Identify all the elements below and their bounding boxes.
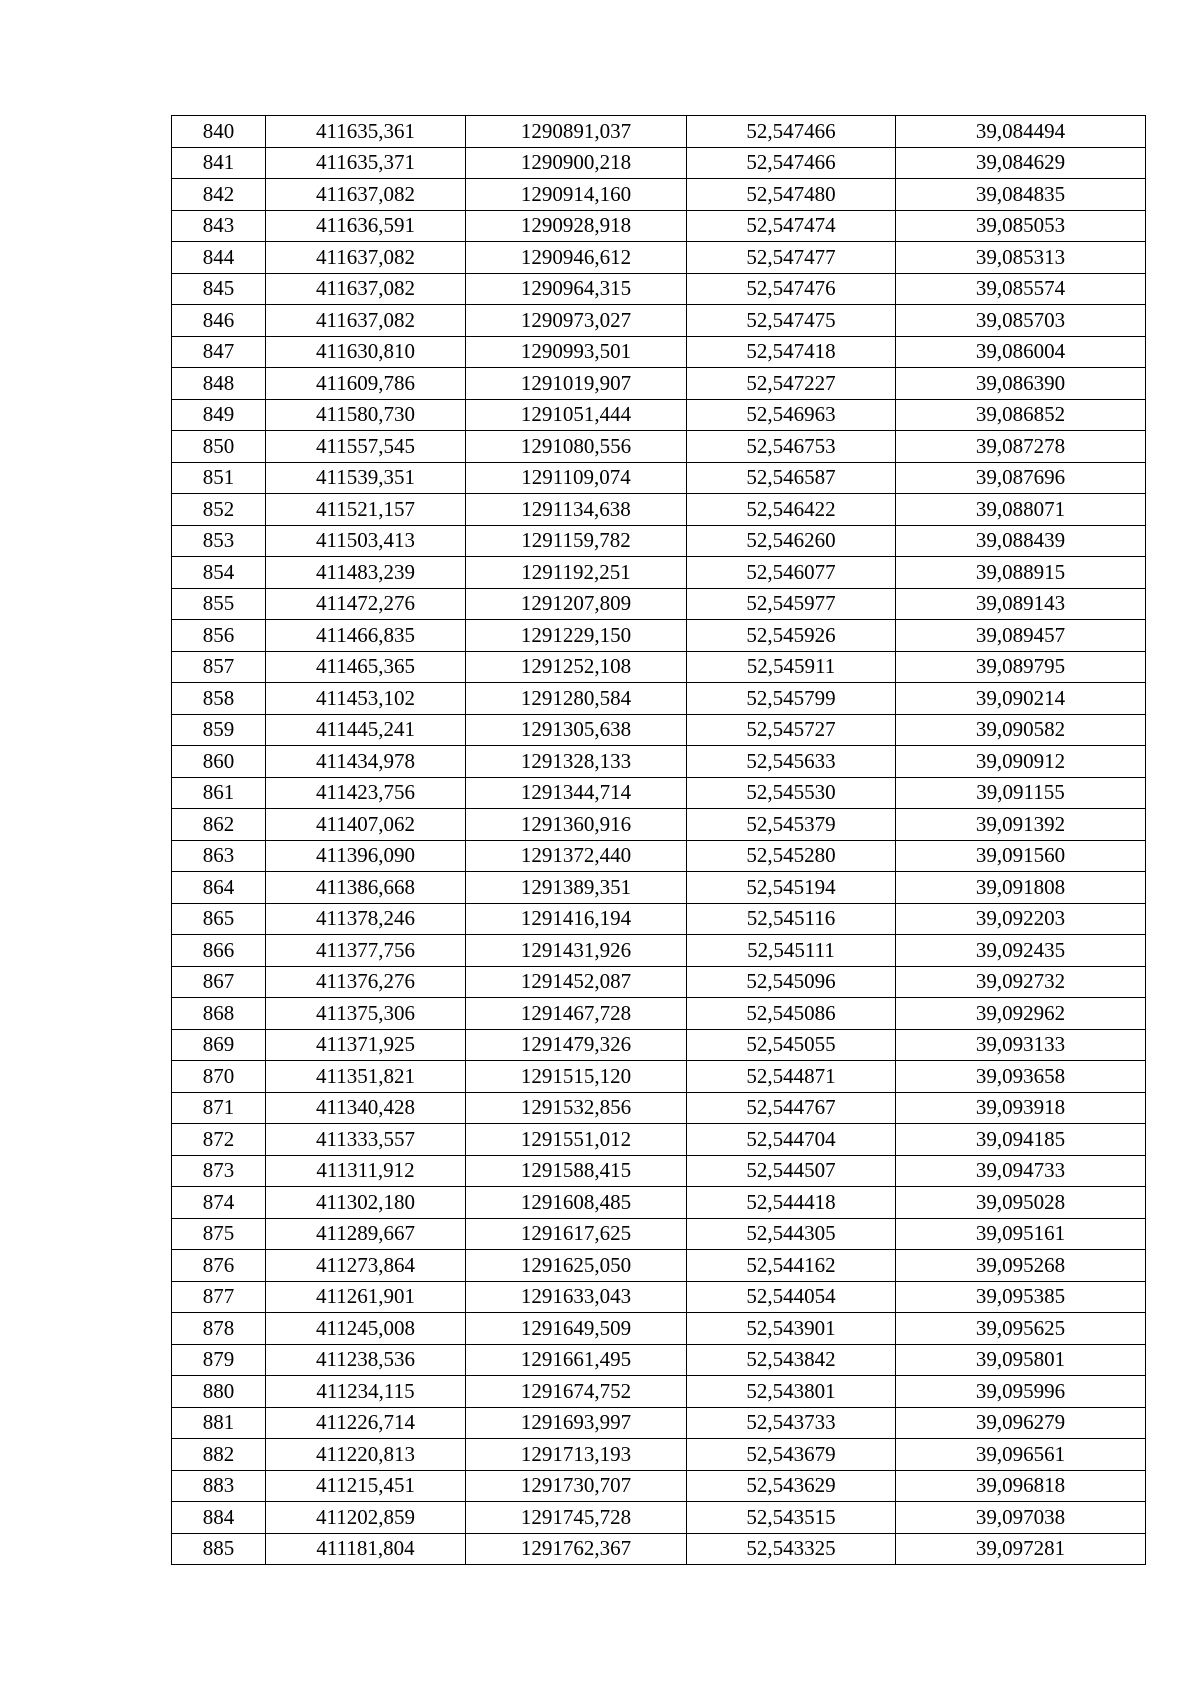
y-coordinate-cell: 1291649,509 (466, 1313, 687, 1345)
longitude-cell: 39,086852 (896, 399, 1146, 431)
y-coordinate-cell: 1291305,638 (466, 714, 687, 746)
latitude-cell: 52,546963 (687, 399, 896, 431)
x-coordinate-cell: 411377,756 (266, 935, 466, 967)
point-number-cell: 872 (172, 1124, 266, 1156)
longitude-cell: 39,091560 (896, 840, 1146, 872)
y-coordinate-cell: 1290914,160 (466, 179, 687, 211)
x-coordinate-cell: 411376,276 (266, 966, 466, 998)
latitude-cell: 52,543515 (687, 1502, 896, 1534)
point-number-cell: 868 (172, 998, 266, 1030)
x-coordinate-cell: 411378,246 (266, 903, 466, 935)
x-coordinate-cell: 411407,062 (266, 809, 466, 841)
latitude-cell: 52,545280 (687, 840, 896, 872)
point-number-cell: 846 (172, 305, 266, 337)
y-coordinate-cell: 1291730,707 (466, 1470, 687, 1502)
table-row (172, 273, 1146, 305)
longitude-cell: 39,094185 (896, 1124, 1146, 1156)
point-number-cell: 857 (172, 651, 266, 683)
point-number-cell: 871 (172, 1092, 266, 1124)
x-coordinate-cell: 411557,545 (266, 431, 466, 463)
x-coordinate-cell: 411220,813 (266, 1439, 466, 1471)
latitude-cell: 52,545194 (687, 872, 896, 904)
latitude-cell: 52,544507 (687, 1155, 896, 1187)
x-coordinate-cell: 411609,786 (266, 368, 466, 400)
longitude-cell: 39,088071 (896, 494, 1146, 526)
x-coordinate-cell: 411445,241 (266, 714, 466, 746)
longitude-cell: 39,090582 (896, 714, 1146, 746)
x-coordinate-cell: 411521,157 (266, 494, 466, 526)
longitude-cell: 39,095625 (896, 1313, 1146, 1345)
point-number-cell: 880 (172, 1376, 266, 1408)
x-coordinate-cell: 411226,714 (266, 1407, 466, 1439)
table-row (172, 116, 1146, 148)
point-number-cell: 885 (172, 1533, 266, 1565)
y-coordinate-cell: 1291360,916 (466, 809, 687, 841)
longitude-cell: 39,088915 (896, 557, 1146, 589)
coordinates-table-body (172, 116, 1146, 1565)
longitude-cell: 39,093658 (896, 1061, 1146, 1093)
latitude-cell: 52,543629 (687, 1470, 896, 1502)
latitude-cell: 52,545799 (687, 683, 896, 715)
table-row (172, 746, 1146, 778)
longitude-cell: 39,091155 (896, 777, 1146, 809)
latitude-cell: 52,543801 (687, 1376, 896, 1408)
y-coordinate-cell: 1291192,251 (466, 557, 687, 589)
y-coordinate-cell: 1290928,918 (466, 210, 687, 242)
longitude-cell: 39,092732 (896, 966, 1146, 998)
table-row (172, 714, 1146, 746)
table-row (172, 462, 1146, 494)
point-number-cell: 879 (172, 1344, 266, 1376)
point-number-cell: 842 (172, 179, 266, 211)
x-coordinate-cell: 411472,276 (266, 588, 466, 620)
table-row (172, 336, 1146, 368)
x-coordinate-cell: 411630,810 (266, 336, 466, 368)
latitude-cell: 52,545977 (687, 588, 896, 620)
table-row (172, 840, 1146, 872)
longitude-cell: 39,092435 (896, 935, 1146, 967)
x-coordinate-cell: 411333,557 (266, 1124, 466, 1156)
longitude-cell: 39,091392 (896, 809, 1146, 841)
latitude-cell: 52,545111 (687, 935, 896, 967)
point-number-cell: 856 (172, 620, 266, 652)
y-coordinate-cell: 1291693,997 (466, 1407, 687, 1439)
table-row (172, 1029, 1146, 1061)
table-row (172, 966, 1146, 998)
table-row (172, 903, 1146, 935)
point-number-cell: 878 (172, 1313, 266, 1345)
table-row (172, 1092, 1146, 1124)
latitude-cell: 52,544054 (687, 1281, 896, 1313)
point-number-cell: 870 (172, 1061, 266, 1093)
x-coordinate-cell: 411434,978 (266, 746, 466, 778)
point-number-cell: 841 (172, 147, 266, 179)
point-number-cell: 852 (172, 494, 266, 526)
latitude-cell: 52,547227 (687, 368, 896, 400)
x-coordinate-cell: 411245,008 (266, 1313, 466, 1345)
latitude-cell: 52,543901 (687, 1313, 896, 1345)
y-coordinate-cell: 1291633,043 (466, 1281, 687, 1313)
point-number-cell: 845 (172, 273, 266, 305)
x-coordinate-cell: 411635,371 (266, 147, 466, 179)
longitude-cell: 39,084835 (896, 179, 1146, 211)
point-number-cell: 883 (172, 1470, 266, 1502)
y-coordinate-cell: 1291713,193 (466, 1439, 687, 1471)
point-number-cell: 851 (172, 462, 266, 494)
x-coordinate-cell: 411375,306 (266, 998, 466, 1030)
y-coordinate-cell: 1291467,728 (466, 998, 687, 1030)
table-row (172, 1313, 1146, 1345)
table-row (172, 777, 1146, 809)
y-coordinate-cell: 1291431,926 (466, 935, 687, 967)
table-row (172, 935, 1146, 967)
table-row (172, 1281, 1146, 1313)
y-coordinate-cell: 1291372,440 (466, 840, 687, 872)
x-coordinate-cell: 411351,821 (266, 1061, 466, 1093)
latitude-cell: 52,545116 (687, 903, 896, 935)
y-coordinate-cell: 1291479,326 (466, 1029, 687, 1061)
point-number-cell: 875 (172, 1218, 266, 1250)
latitude-cell: 52,544871 (687, 1061, 896, 1093)
table-row (172, 998, 1146, 1030)
longitude-cell: 39,093133 (896, 1029, 1146, 1061)
longitude-cell: 39,089143 (896, 588, 1146, 620)
point-number-cell: 876 (172, 1250, 266, 1282)
table-row (172, 525, 1146, 557)
x-coordinate-cell: 411302,180 (266, 1187, 466, 1219)
latitude-cell: 52,547480 (687, 179, 896, 211)
longitude-cell: 39,095268 (896, 1250, 1146, 1282)
x-coordinate-cell: 411234,115 (266, 1376, 466, 1408)
table-row (172, 179, 1146, 211)
latitude-cell: 52,545911 (687, 651, 896, 683)
table-row (172, 1470, 1146, 1502)
point-number-cell: 854 (172, 557, 266, 589)
table-row (172, 1376, 1146, 1408)
longitude-cell: 39,084494 (896, 116, 1146, 148)
longitude-cell: 39,086004 (896, 336, 1146, 368)
point-number-cell: 850 (172, 431, 266, 463)
y-coordinate-cell: 1291207,809 (466, 588, 687, 620)
table-row (172, 651, 1146, 683)
longitude-cell: 39,085313 (896, 242, 1146, 274)
point-number-cell: 867 (172, 966, 266, 998)
table-row (172, 1407, 1146, 1439)
table-row (172, 1061, 1146, 1093)
point-number-cell: 844 (172, 242, 266, 274)
y-coordinate-cell: 1291051,444 (466, 399, 687, 431)
latitude-cell: 52,546587 (687, 462, 896, 494)
latitude-cell: 52,547477 (687, 242, 896, 274)
point-number-cell: 861 (172, 777, 266, 809)
table-row (172, 210, 1146, 242)
x-coordinate-cell: 411636,591 (266, 210, 466, 242)
latitude-cell: 52,546422 (687, 494, 896, 526)
x-coordinate-cell: 411503,413 (266, 525, 466, 557)
table-row (172, 147, 1146, 179)
x-coordinate-cell: 411580,730 (266, 399, 466, 431)
latitude-cell: 52,545530 (687, 777, 896, 809)
table-row (172, 368, 1146, 400)
longitude-cell: 39,092962 (896, 998, 1146, 1030)
x-coordinate-cell: 411215,451 (266, 1470, 466, 1502)
coordinates-table (171, 115, 1146, 1565)
latitude-cell: 52,545379 (687, 809, 896, 841)
point-number-cell: 848 (172, 368, 266, 400)
latitude-cell: 52,546077 (687, 557, 896, 589)
table-row (172, 1155, 1146, 1187)
table-row (172, 399, 1146, 431)
x-coordinate-cell: 411261,901 (266, 1281, 466, 1313)
point-number-cell: 843 (172, 210, 266, 242)
table-row (172, 1533, 1146, 1565)
table-row (172, 494, 1146, 526)
y-coordinate-cell: 1291762,367 (466, 1533, 687, 1565)
longitude-cell: 39,086390 (896, 368, 1146, 400)
point-number-cell: 865 (172, 903, 266, 935)
table-row (172, 872, 1146, 904)
latitude-cell: 52,544767 (687, 1092, 896, 1124)
longitude-cell: 39,084629 (896, 147, 1146, 179)
y-coordinate-cell: 1291389,351 (466, 872, 687, 904)
y-coordinate-cell: 1291745,728 (466, 1502, 687, 1534)
point-number-cell: 860 (172, 746, 266, 778)
latitude-cell: 52,545926 (687, 620, 896, 652)
y-coordinate-cell: 1291515,120 (466, 1061, 687, 1093)
y-coordinate-cell: 1291551,012 (466, 1124, 687, 1156)
y-coordinate-cell: 1291280,584 (466, 683, 687, 715)
point-number-cell: 869 (172, 1029, 266, 1061)
table-row (172, 242, 1146, 274)
latitude-cell: 52,543733 (687, 1407, 896, 1439)
longitude-cell: 39,096279 (896, 1407, 1146, 1439)
point-number-cell: 873 (172, 1155, 266, 1187)
point-number-cell: 874 (172, 1187, 266, 1219)
latitude-cell: 52,547418 (687, 336, 896, 368)
point-number-cell: 863 (172, 840, 266, 872)
latitude-cell: 52,545633 (687, 746, 896, 778)
longitude-cell: 39,096818 (896, 1470, 1146, 1502)
x-coordinate-cell: 411202,859 (266, 1502, 466, 1534)
y-coordinate-cell: 1291344,714 (466, 777, 687, 809)
x-coordinate-cell: 411637,082 (266, 273, 466, 305)
longitude-cell: 39,095161 (896, 1218, 1146, 1250)
y-coordinate-cell: 1291134,638 (466, 494, 687, 526)
x-coordinate-cell: 411238,536 (266, 1344, 466, 1376)
latitude-cell: 52,544305 (687, 1218, 896, 1250)
longitude-cell: 39,087696 (896, 462, 1146, 494)
y-coordinate-cell: 1291159,782 (466, 525, 687, 557)
x-coordinate-cell: 411181,804 (266, 1533, 466, 1565)
table-row (172, 620, 1146, 652)
y-coordinate-cell: 1291080,556 (466, 431, 687, 463)
x-coordinate-cell: 411273,864 (266, 1250, 466, 1282)
x-coordinate-cell: 411289,667 (266, 1218, 466, 1250)
point-number-cell: 847 (172, 336, 266, 368)
y-coordinate-cell: 1290973,027 (466, 305, 687, 337)
y-coordinate-cell: 1291452,087 (466, 966, 687, 998)
longitude-cell: 39,095801 (896, 1344, 1146, 1376)
latitude-cell: 52,544704 (687, 1124, 896, 1156)
y-coordinate-cell: 1291416,194 (466, 903, 687, 935)
latitude-cell: 52,546753 (687, 431, 896, 463)
latitude-cell: 52,547475 (687, 305, 896, 337)
table-row (172, 557, 1146, 589)
y-coordinate-cell: 1290964,315 (466, 273, 687, 305)
longitude-cell: 39,091808 (896, 872, 1146, 904)
table-row (172, 1439, 1146, 1471)
y-coordinate-cell: 1290993,501 (466, 336, 687, 368)
x-coordinate-cell: 411466,835 (266, 620, 466, 652)
table-row (172, 588, 1146, 620)
y-coordinate-cell: 1291019,907 (466, 368, 687, 400)
table-row (172, 1344, 1146, 1376)
y-coordinate-cell: 1291625,050 (466, 1250, 687, 1282)
y-coordinate-cell: 1290900,218 (466, 147, 687, 179)
y-coordinate-cell: 1291588,415 (466, 1155, 687, 1187)
y-coordinate-cell: 1291661,495 (466, 1344, 687, 1376)
table-row (172, 305, 1146, 337)
longitude-cell: 39,093918 (896, 1092, 1146, 1124)
x-coordinate-cell: 411635,361 (266, 116, 466, 148)
y-coordinate-cell: 1291617,625 (466, 1218, 687, 1250)
x-coordinate-cell: 411465,365 (266, 651, 466, 683)
y-coordinate-cell: 1291252,108 (466, 651, 687, 683)
x-coordinate-cell: 411453,102 (266, 683, 466, 715)
x-coordinate-cell: 411637,082 (266, 179, 466, 211)
y-coordinate-cell: 1291109,074 (466, 462, 687, 494)
table-row (172, 1502, 1146, 1534)
table-row (172, 1187, 1146, 1219)
latitude-cell: 52,547476 (687, 273, 896, 305)
longitude-cell: 39,095996 (896, 1376, 1146, 1408)
point-number-cell: 882 (172, 1439, 266, 1471)
point-number-cell: 858 (172, 683, 266, 715)
latitude-cell: 52,543842 (687, 1344, 896, 1376)
table-row (172, 431, 1146, 463)
latitude-cell: 52,547466 (687, 147, 896, 179)
longitude-cell: 39,090912 (896, 746, 1146, 778)
x-coordinate-cell: 411539,351 (266, 462, 466, 494)
longitude-cell: 39,095385 (896, 1281, 1146, 1313)
longitude-cell: 39,095028 (896, 1187, 1146, 1219)
longitude-cell: 39,085574 (896, 273, 1146, 305)
y-coordinate-cell: 1291674,752 (466, 1376, 687, 1408)
table-row (172, 1250, 1146, 1282)
longitude-cell: 39,097281 (896, 1533, 1146, 1565)
y-coordinate-cell: 1291532,856 (466, 1092, 687, 1124)
y-coordinate-cell: 1291229,150 (466, 620, 687, 652)
table-row (172, 683, 1146, 715)
table-row (172, 1218, 1146, 1250)
x-coordinate-cell: 411637,082 (266, 305, 466, 337)
longitude-cell: 39,087278 (896, 431, 1146, 463)
longitude-cell: 39,085703 (896, 305, 1146, 337)
point-number-cell: 855 (172, 588, 266, 620)
point-number-cell: 862 (172, 809, 266, 841)
y-coordinate-cell: 1291608,485 (466, 1187, 687, 1219)
longitude-cell: 39,089457 (896, 620, 1146, 652)
longitude-cell: 39,090214 (896, 683, 1146, 715)
x-coordinate-cell: 411423,756 (266, 777, 466, 809)
point-number-cell: 881 (172, 1407, 266, 1439)
point-number-cell: 884 (172, 1502, 266, 1534)
latitude-cell: 52,545055 (687, 1029, 896, 1061)
point-number-cell: 877 (172, 1281, 266, 1313)
latitude-cell: 52,543679 (687, 1439, 896, 1471)
latitude-cell: 52,544162 (687, 1250, 896, 1282)
y-coordinate-cell: 1290946,612 (466, 242, 687, 274)
latitude-cell: 52,546260 (687, 525, 896, 557)
x-coordinate-cell: 411371,925 (266, 1029, 466, 1061)
latitude-cell: 52,544418 (687, 1187, 896, 1219)
point-number-cell: 849 (172, 399, 266, 431)
longitude-cell: 39,089795 (896, 651, 1146, 683)
x-coordinate-cell: 411386,668 (266, 872, 466, 904)
latitude-cell: 52,547466 (687, 116, 896, 148)
x-coordinate-cell: 411311,912 (266, 1155, 466, 1187)
point-number-cell: 853 (172, 525, 266, 557)
y-coordinate-cell: 1290891,037 (466, 116, 687, 148)
latitude-cell: 52,543325 (687, 1533, 896, 1565)
table-row (172, 809, 1146, 841)
x-coordinate-cell: 411483,239 (266, 557, 466, 589)
latitude-cell: 52,545096 (687, 966, 896, 998)
longitude-cell: 39,088439 (896, 525, 1146, 557)
longitude-cell: 39,094733 (896, 1155, 1146, 1187)
point-number-cell: 864 (172, 872, 266, 904)
x-coordinate-cell: 411637,082 (266, 242, 466, 274)
latitude-cell: 52,545727 (687, 714, 896, 746)
point-number-cell: 840 (172, 116, 266, 148)
latitude-cell: 52,545086 (687, 998, 896, 1030)
point-number-cell: 866 (172, 935, 266, 967)
point-number-cell: 859 (172, 714, 266, 746)
longitude-cell: 39,085053 (896, 210, 1146, 242)
latitude-cell: 52,547474 (687, 210, 896, 242)
x-coordinate-cell: 411396,090 (266, 840, 466, 872)
table-row (172, 1124, 1146, 1156)
y-coordinate-cell: 1291328,133 (466, 746, 687, 778)
longitude-cell: 39,097038 (896, 1502, 1146, 1534)
x-coordinate-cell: 411340,428 (266, 1092, 466, 1124)
longitude-cell: 39,092203 (896, 903, 1146, 935)
longitude-cell: 39,096561 (896, 1439, 1146, 1471)
